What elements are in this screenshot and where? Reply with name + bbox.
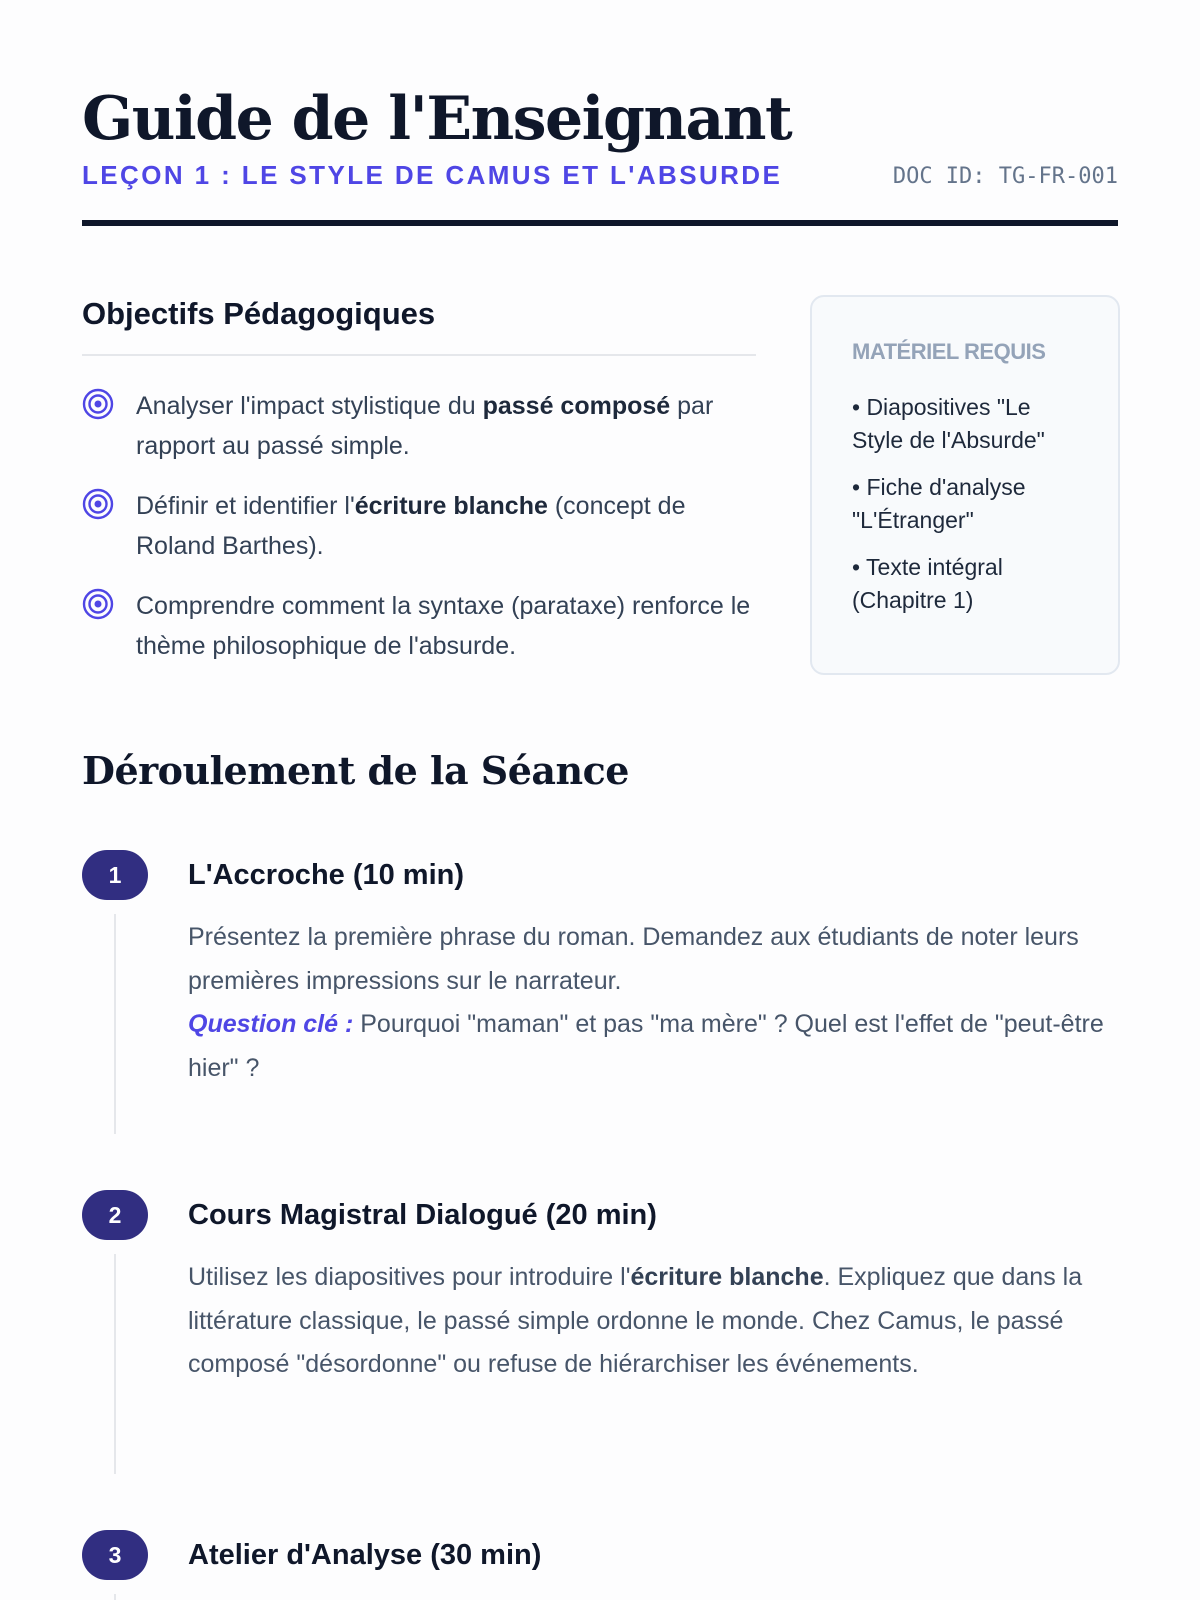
page-title: Guide de l'Enseignant <box>82 84 792 154</box>
objective-text: Définir et identifier l'écriture blanche (concept de Roland Barthes). <box>136 492 686 560</box>
objective-item <box>82 586 756 666</box>
objective-item <box>82 486 756 566</box>
objectives-heading: Objectifs Pédagogiques <box>82 296 756 356</box>
step-3 <box>82 1530 1118 1600</box>
objective-text: Comprendre comment la syntaxe (parataxe) renforce le thème philosophique de l'absurde. <box>136 592 751 660</box>
step-keyword: écriture blanche <box>630 1263 824 1291</box>
objective-item <box>82 386 756 466</box>
step-number-badge: 1 <box>82 850 148 900</box>
materials-list <box>852 391 1078 617</box>
step-connector-line <box>114 1254 116 1474</box>
step-2 <box>82 1190 1118 1480</box>
objectives-list <box>82 386 756 666</box>
step-title: Atelier d'Analyse (30 min) <box>188 1539 542 1571</box>
objective-keyword: écriture blanche <box>354 492 548 520</box>
header-divider <box>82 220 1118 226</box>
flow-heading: Déroulement de la Séance <box>82 748 629 793</box>
step-title: L'Accroche (10 min) <box>188 859 465 891</box>
objective-text: Analyser l'impact stylistique du passé composé par rapport au passé simple. <box>136 392 714 460</box>
objectives-section <box>82 296 756 686</box>
step-number-badge: 3 <box>82 1530 148 1580</box>
step-description: Utilisez les diapositives pour introduire l'écriture blanche. Expliquez que dans la littérature classique, le passé simple ordonne le monde. Chez Camus, le passé composé "désordonne" ou refuse de hiérarchiser les événements. <box>188 1263 1083 1378</box>
objective-keyword: passé composé <box>482 392 671 420</box>
lesson-subtitle: LEÇON 1 : LE STYLE DE CAMUS ET L'ABSURDE <box>82 160 783 190</box>
document-id: DOC ID: TG-FR-001 <box>892 164 1118 189</box>
target-icon <box>82 388 114 420</box>
materials-title: MATÉRIEL REQUIS <box>852 339 1046 364</box>
key-question-label: Question clé : <box>188 1010 354 1038</box>
step-number-badge: 2 <box>82 1190 148 1240</box>
key-question-text: Pourquoi "maman" et pas "ma mère" ? Quel est l'effet de "peut-être hier" ? <box>188 1010 1104 1082</box>
step-description: Présentez la première phrase du roman. Demandez aux étudiants de noter leurs premières impressions sur le narrateur. Question clé : Pourquoi "maman" et pas "ma mère" ? Quel est l'effet de "peut-être hier" ? <box>188 923 1104 1082</box>
target-icon <box>82 488 114 520</box>
target-icon <box>82 588 114 620</box>
step-title: Cours Magistral Dialogué (20 min) <box>188 1199 657 1231</box>
step-connector-line <box>114 914 116 1134</box>
step-1 <box>82 850 1118 1140</box>
materials-box <box>810 295 1120 675</box>
step-connector-line <box>114 1594 116 1600</box>
material-item: • Texte intégral (Chapitre 1) <box>852 554 1003 613</box>
material-item: • Fiche d'analyse "L'Étranger" <box>852 474 1026 533</box>
material-item: • Diapositives "Le Style de l'Absurde" <box>852 394 1045 453</box>
